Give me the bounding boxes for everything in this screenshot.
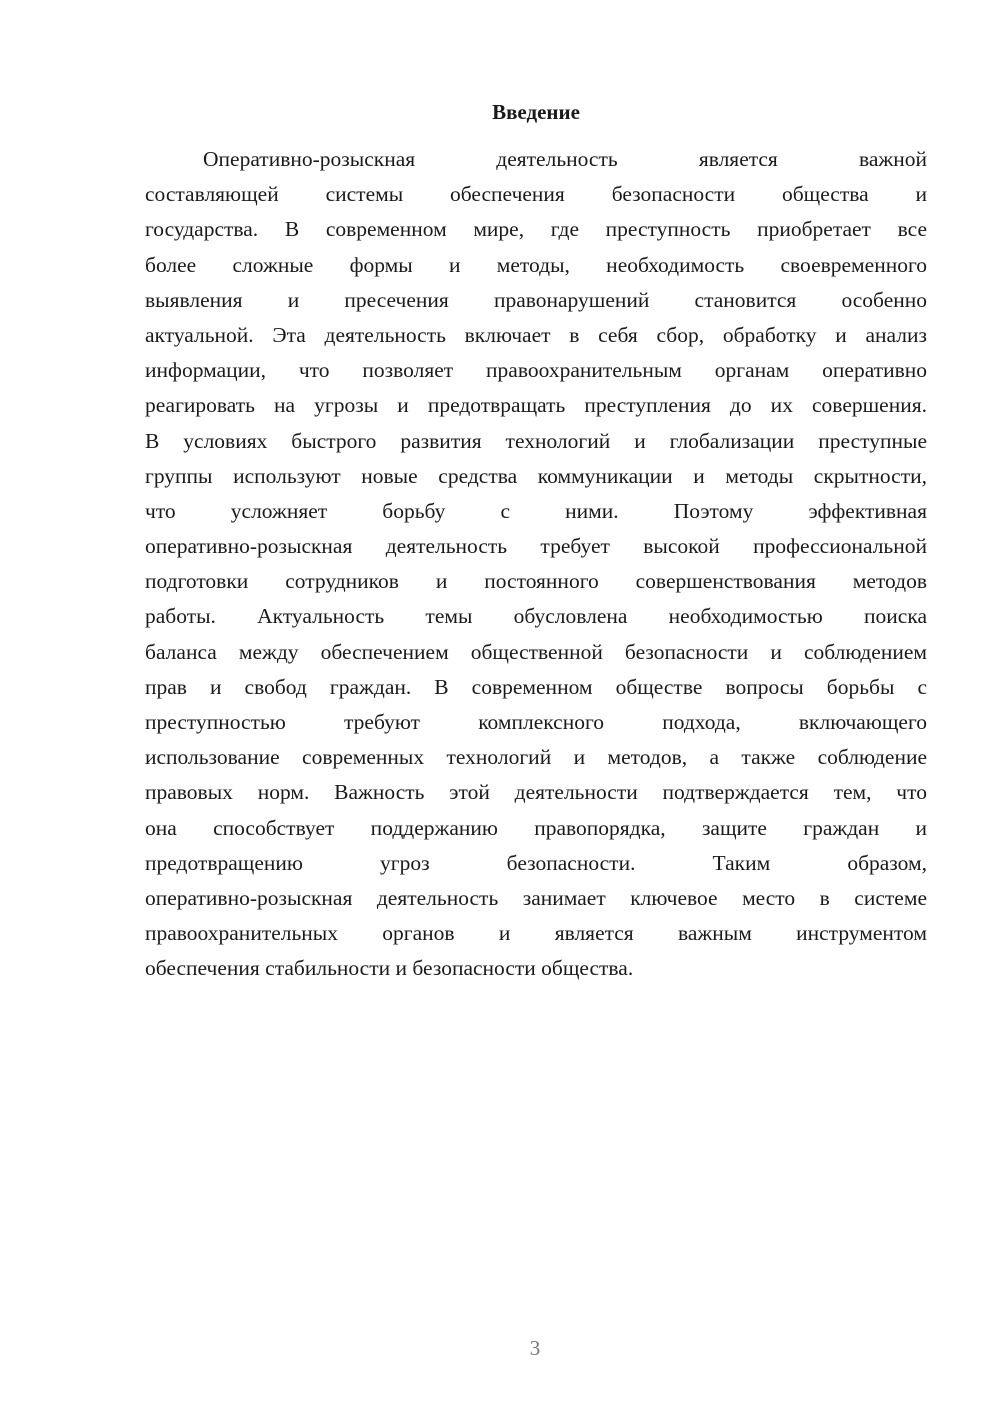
text-line: оперативно-розыскная деятельность требует высокой профессиональной xyxy=(145,534,927,559)
text-line: подготовки сотрудников и постоянного совершенствования методов xyxy=(145,569,927,594)
section-heading: Введение xyxy=(492,100,580,124)
text-line: баланса между обеспечением общественной безопасности и соблюдением xyxy=(145,639,927,664)
text-line: составляющей системы обеспечения безопасности общества и xyxy=(145,182,927,207)
text-line: правовых норм. Важность этой деятельности подтверждается тем, что xyxy=(145,780,927,805)
text-line: группы используют новые средства коммуникации и методы скрытности, xyxy=(145,463,927,488)
text-line: использование современных технологий и методов, а также соблюдение xyxy=(145,745,927,770)
text-line: информации, что позволяет правоохранительным органам оперативно xyxy=(145,358,927,383)
text-line: работы. Актуальность темы обусловлена необходимостью поиска xyxy=(145,604,927,629)
text-line: она способствует поддержанию правопорядка, защите граждан и xyxy=(145,815,927,840)
text-line: обеспечения стабильности и безопасности общества. xyxy=(145,956,634,981)
text-line: оперативно-розыскная деятельность занимает ключевое место в системе xyxy=(145,885,927,910)
text-line: Оперативно-розыскная деятельность является важной xyxy=(203,147,927,171)
body-paragraph xyxy=(145,142,927,987)
text-line: государства. В современном мире, где преступность приобретает все xyxy=(145,217,927,242)
text-line: преступностью требуют комплексного подхода, включающего xyxy=(145,710,927,734)
text-line: правоохранительных органов и является важным инструментом xyxy=(145,921,927,946)
page-number: 3 xyxy=(529,1336,541,1360)
text-line: прав и свобод граждан. В современном обществе вопросы борьбы с xyxy=(145,674,927,699)
text-line: актуальной. Эта деятельность включает в себя сбор, обработку и анализ xyxy=(145,322,927,347)
text-line: выявления и пресечения правонарушений становится особенно xyxy=(145,287,927,312)
text-line: В условиях быстрого развития технологий и глобализации преступные xyxy=(145,428,927,453)
text-line: реагировать на угрозы и предотвращать преступления до их совершения. xyxy=(145,393,927,418)
text-line: более сложные формы и методы, необходимость своевременного xyxy=(145,252,927,277)
text-line: что усложняет борьбу с ними. Поэтому эффективная xyxy=(145,498,927,523)
text-line: предотвращению угроз безопасности. Таким образом, xyxy=(145,850,927,875)
